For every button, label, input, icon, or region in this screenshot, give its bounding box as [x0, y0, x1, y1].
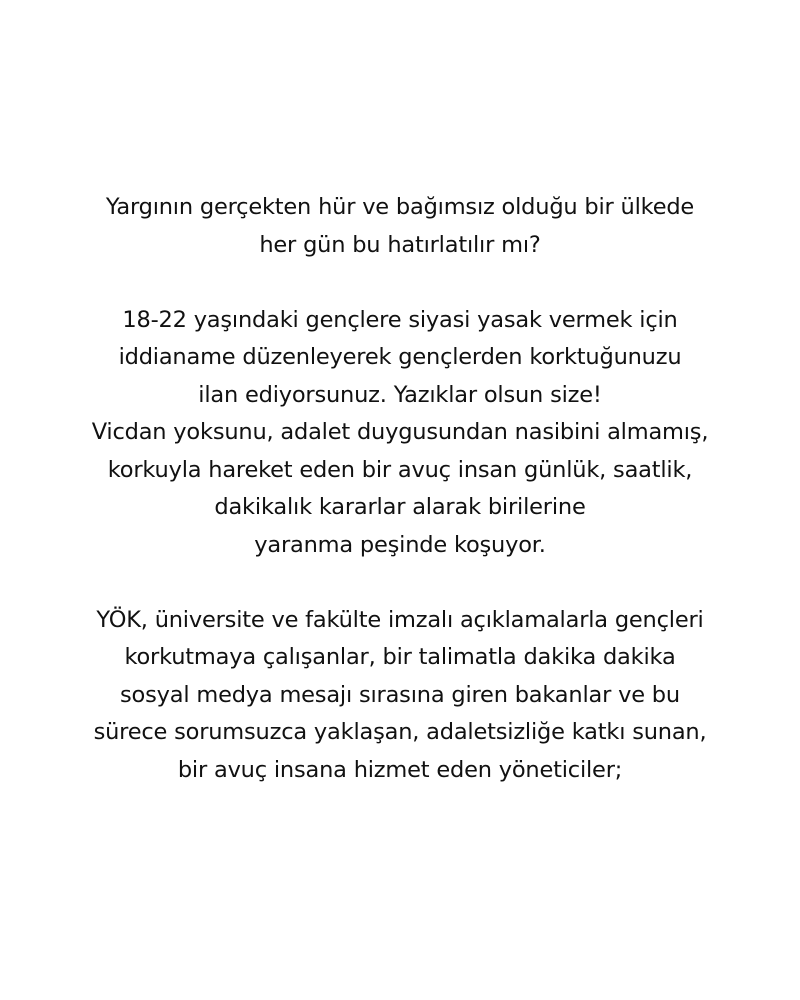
text-line: her gün bu hatırlatılır mı?: [259, 231, 541, 258]
text-line: ilan ediyorsunuz. Yazıklar olsun size!: [198, 381, 602, 408]
statement-text: [0, 189, 800, 789]
text-line: Vicdan yoksunu, adalet duygusundan nasibini almamış,: [91, 419, 709, 445]
text-line: dakikalık kararlar alarak birilerine: [214, 494, 586, 520]
paragraph-question: [0, 189, 800, 264]
text-line: YÖK, üniversite ve fakülte imzalı açıklamalarla gençleri: [96, 606, 704, 633]
text-line: korkuyla hareket eden bir avuç insan günlük, saatlik,: [107, 456, 693, 483]
paragraph-accusation: [0, 302, 800, 565]
text-line: sosyal medya mesajı sırasına giren bakanlar ve bu: [120, 681, 680, 708]
paragraph-spacer: [0, 564, 800, 602]
text-line: bir avuç insana hizmet eden yöneticiler;: [177, 756, 623, 783]
text-line: Yargının gerçekten hür ve bağımsız olduğu bir ülkede: [105, 194, 695, 220]
paragraph-officials: [0, 602, 800, 790]
text-line: sürece sorumsuzca yaklaşan, adaletsizliğe katkı sunan,: [93, 719, 707, 745]
paragraph-spacer: [0, 264, 800, 302]
text-line: yaranma peşinde koşuyor.: [254, 531, 546, 558]
text-line: iddianame düzenleyerek gençlerden korktuğunuzu: [118, 344, 682, 370]
text-line: korkutmaya çalışanlar, bir talimatla dakika dakika: [124, 644, 676, 670]
text-line: 18-22 yaşındaki gençlere siyasi yasak vermek için: [122, 306, 678, 333]
